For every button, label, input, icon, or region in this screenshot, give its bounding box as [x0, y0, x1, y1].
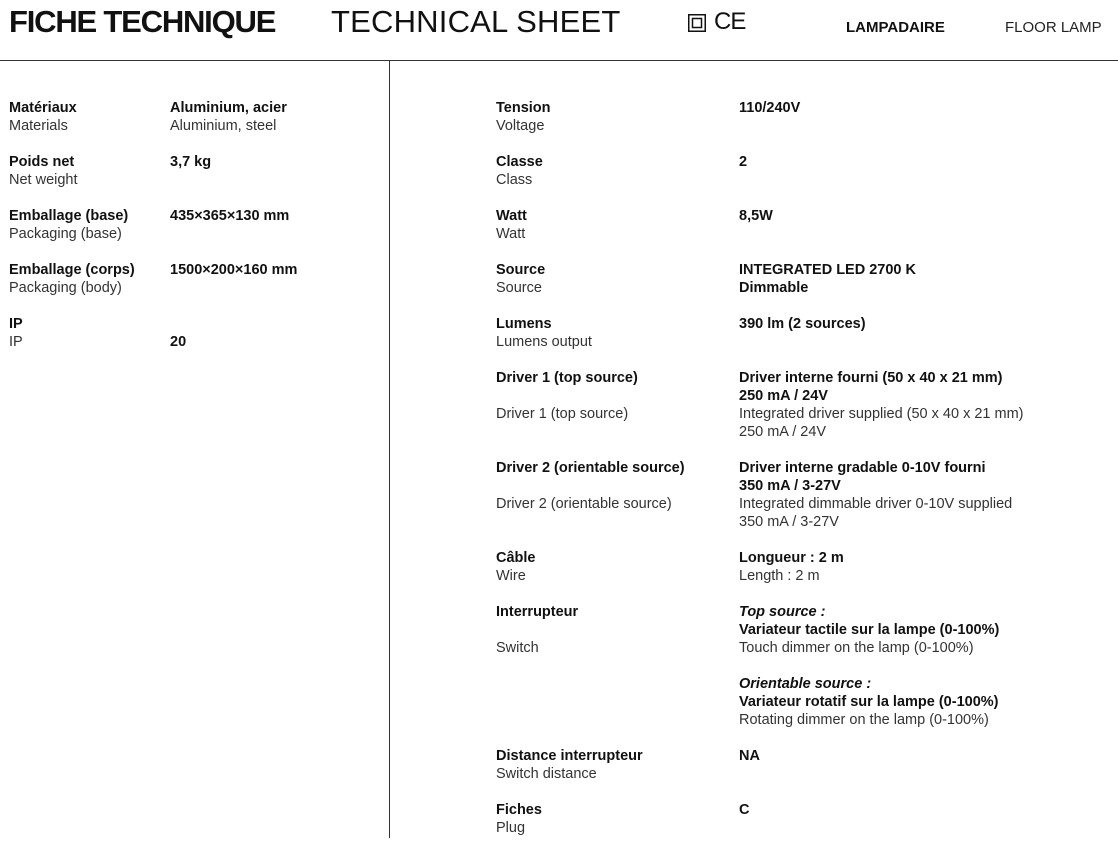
label-fr: Source — [496, 262, 546, 278]
label-fr: Watt — [496, 208, 527, 224]
spec-label — [496, 99, 739, 135]
spec-label — [9, 99, 170, 135]
spec-label — [496, 603, 739, 729]
label-en: Packaging (body) — [9, 280, 122, 296]
spec-value — [170, 261, 381, 297]
label-fr: Poids net — [9, 154, 75, 170]
value-en: Integrated dimmable driver 0-10V supplied — [739, 496, 1013, 512]
label-fr: Fiches — [496, 802, 542, 818]
label-en: Wire — [496, 568, 526, 584]
value-fr: Longueur : 2 m — [739, 550, 844, 566]
label-fr: Câble — [496, 550, 536, 566]
value: 110/240V — [739, 100, 801, 116]
spec-value — [739, 315, 1114, 351]
spec-row-lumens — [496, 315, 1114, 351]
spec-value — [739, 549, 1114, 585]
column-divider — [389, 60, 390, 838]
label-en: Watt — [496, 226, 526, 242]
value-en: Integrated driver supplied (50 x 40 x 21 mm) — [739, 406, 1024, 422]
value: 20 — [170, 334, 187, 350]
spec-value — [170, 315, 381, 351]
spec-label — [9, 153, 170, 189]
spec-label — [496, 459, 739, 531]
spec-value — [739, 459, 1114, 531]
spec-value — [739, 369, 1114, 441]
spec-label — [9, 261, 170, 297]
spec-value — [170, 207, 381, 243]
value-en: Length : 2 m — [739, 568, 820, 584]
spec-row-class — [496, 153, 1114, 189]
spec-value — [739, 153, 1114, 189]
value-fr: Aluminium, acier — [170, 100, 287, 116]
label-en: Switch distance — [496, 766, 597, 782]
left-spec-column — [9, 99, 381, 369]
label-fr: Distance interrupteur — [496, 748, 643, 764]
spec-label — [496, 369, 739, 441]
value-fr: Driver interne gradable 0-10V fourni — [739, 460, 986, 476]
double-square-icon — [688, 14, 706, 32]
label-en: Driver 1 (top source) — [496, 406, 629, 422]
value: 435×365×130 mm — [170, 208, 290, 224]
spec-row-watt — [496, 207, 1114, 243]
value: 8,5W — [739, 208, 773, 224]
spec-row-packaging-base — [9, 207, 381, 243]
label-fr: Interrupteur — [496, 604, 579, 620]
spec-row-driver1 — [496, 369, 1114, 441]
value-line2: Dimmable — [739, 280, 809, 296]
spec-row-switch-distance — [496, 747, 1114, 783]
label-en: Materials — [9, 118, 68, 134]
label-en: Voltage — [496, 118, 545, 134]
spec-label — [496, 549, 739, 585]
category-en: FLOOR LAMP — [1005, 19, 1102, 36]
value-en: Rotating dimmer on the lamp (0-100%) — [739, 712, 989, 728]
label-fr: Classe — [496, 154, 543, 170]
label-en: Class — [496, 172, 533, 188]
spec-label — [496, 261, 739, 297]
spec-label — [496, 315, 739, 351]
value-fr: Variateur tactile sur la lampe (0-100%) — [739, 622, 1000, 638]
spec-value — [739, 207, 1114, 243]
spec-row-materials — [9, 99, 381, 135]
sheet-header — [0, 0, 1118, 60]
label-fr: Driver 1 (top source) — [496, 370, 638, 386]
spec-row-driver2 — [496, 459, 1114, 531]
label-fr: Emballage (base) — [9, 208, 129, 224]
value-en: Aluminium, steel — [170, 118, 277, 134]
label-en: Packaging (base) — [9, 226, 122, 242]
spec-row-net-weight — [9, 153, 381, 189]
spec-value — [739, 603, 1114, 729]
spec-value — [170, 153, 381, 189]
spec-label — [496, 207, 739, 243]
label-fr: Emballage (corps) — [9, 262, 135, 278]
title-fr: FICHE TECHNIQUE — [9, 4, 276, 39]
top-source-heading: Top source : — [739, 604, 826, 620]
value-fr: 350 mA / 3-27V — [739, 478, 841, 494]
spec-value — [739, 99, 1114, 135]
spec-label — [496, 801, 739, 837]
spec-row-voltage — [496, 99, 1114, 135]
value-en: 250 mA / 24V — [739, 424, 827, 440]
spec-row-plug — [496, 801, 1114, 837]
value: NA — [739, 748, 760, 764]
category-fr: LAMPADAIRE — [846, 19, 945, 36]
value: C — [739, 802, 750, 818]
spec-value — [739, 801, 1114, 837]
label-fr: Matériaux — [9, 100, 77, 116]
value-en: Touch dimmer on the lamp (0-100%) — [739, 640, 974, 656]
ce-mark: CE — [714, 8, 746, 35]
value: 3,7 kg — [170, 154, 212, 170]
header-divider — [0, 60, 1118, 61]
spec-row-switch — [496, 603, 1114, 729]
spec-value — [739, 747, 1114, 783]
label-fr: IP — [9, 316, 23, 332]
label-en: IP — [9, 334, 23, 350]
spec-value — [739, 261, 1114, 297]
spec-label — [496, 153, 739, 189]
spec-row-wire — [496, 549, 1114, 585]
spec-label — [9, 315, 170, 351]
value-fr: Driver interne fourni (50 x 40 x 21 mm) — [739, 370, 1003, 386]
spec-row-ip — [9, 315, 381, 351]
label-en: Driver 2 (orientable source) — [496, 496, 672, 512]
right-spec-column — [496, 99, 1114, 855]
spec-row-source — [496, 261, 1114, 297]
label-en: Lumens output — [496, 334, 592, 350]
label-en: Source — [496, 280, 542, 296]
label-en: Net weight — [9, 172, 78, 188]
value-fr: 250 mA / 24V — [739, 388, 828, 404]
value-en: 350 mA / 3-27V — [739, 514, 839, 530]
spec-label — [9, 207, 170, 243]
value: 1500×200×160 mm — [170, 262, 298, 278]
value-fr: Variateur rotatif sur la lampe (0-100%) — [739, 694, 999, 710]
spec-row-packaging-body — [9, 261, 381, 297]
label-en: Switch — [496, 640, 539, 656]
title-en: TECHNICAL SHEET — [331, 4, 621, 39]
spec-label — [496, 747, 739, 783]
value: 2 — [739, 154, 748, 170]
label-fr: Driver 2 (orientable source) — [496, 460, 685, 476]
orientable-source-heading: Orientable source : — [739, 676, 872, 692]
spec-value — [170, 99, 381, 135]
value-line1: INTEGRATED LED 2700 K — [739, 262, 916, 278]
value: 390 lm (2 sources) — [739, 316, 866, 332]
label-fr: Lumens — [496, 316, 552, 332]
label-en: Plug — [496, 820, 526, 836]
label-fr: Tension — [496, 100, 551, 116]
